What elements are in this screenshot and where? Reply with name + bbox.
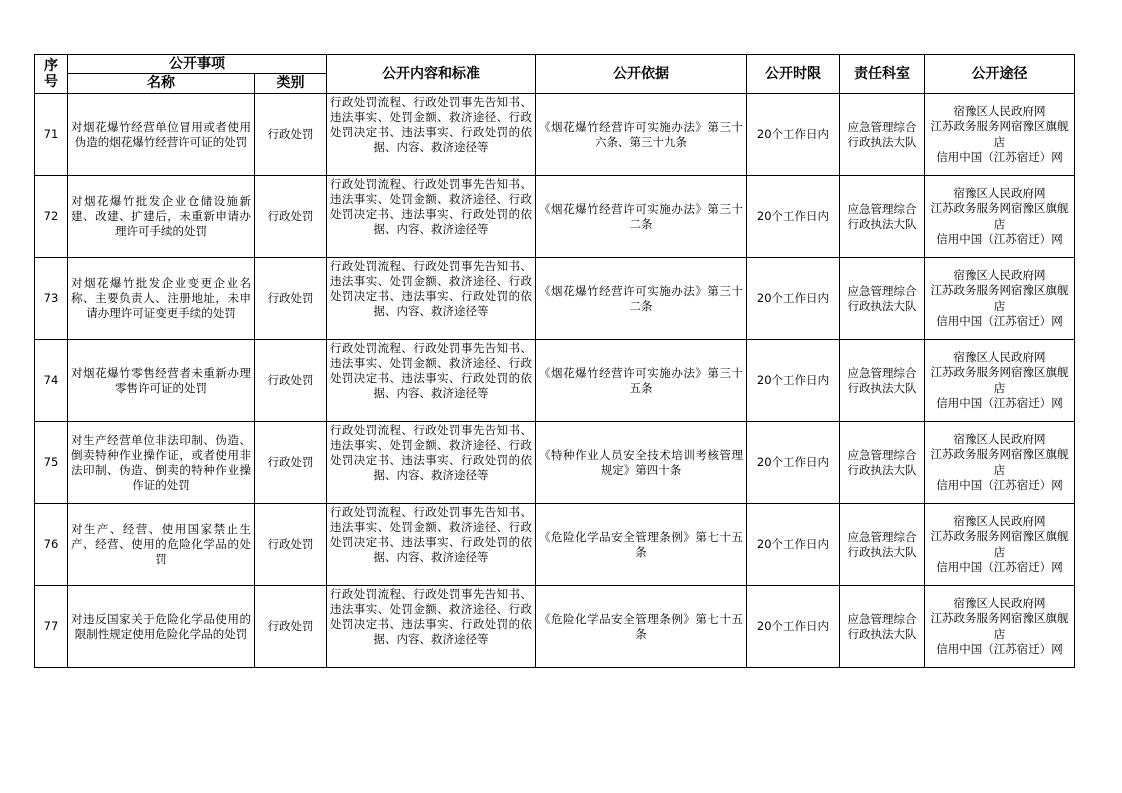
item-category: 行政处罚: [267, 127, 314, 141]
cell-dept: [840, 422, 925, 504]
channel-item: 宿豫区人民政府网: [953, 103, 1046, 118]
cell-name: [68, 340, 255, 422]
cell-time-limit: [747, 422, 840, 504]
header-seq-line2: 号: [44, 74, 58, 90]
cell-basis: [536, 340, 747, 422]
cell-basis: [536, 422, 747, 504]
item-time-limit: 20个工作日内: [756, 373, 830, 387]
cell-name: [68, 176, 255, 258]
channel-item: 信用中国（江苏宿迁）网: [936, 396, 1063, 410]
item-time-limit: 20个工作日内: [756, 209, 830, 223]
item-content: 行政处罚流程、行政处罚事先告知书、违法事实、处罚金额、救济途径、行政处罚决定书、违法事实、行政处罚的依据、内容、救济途径等: [330, 258, 532, 318]
channel-item: 宿豫区人民政府网: [953, 595, 1046, 610]
cell-dept: [840, 176, 925, 258]
header-channel: 公开途径: [925, 55, 1075, 94]
cell-seq: [35, 586, 68, 668]
channel-list: [928, 186, 1071, 248]
item-basis: 《烟花爆竹经营许可实施办法》第三十二条: [539, 283, 743, 313]
seq-text: 74: [43, 373, 59, 387]
item-name: 对烟花爆竹批发企业变更企业名称、主要负责人、注册地址，未申请办理许可证变更手续的处罚: [71, 276, 251, 320]
cell-channel: [925, 504, 1075, 586]
channel-item: 信用中国（江苏宿迁）网: [936, 232, 1063, 246]
cell-category: [255, 340, 327, 422]
cell-time-limit: [747, 176, 840, 258]
channel-item: 信用中国（江苏宿迁）网: [936, 314, 1063, 328]
item-category: 行政处罚: [267, 619, 314, 633]
item-dept: 应急管理综合行政执法大队: [847, 119, 917, 149]
seq-text: 76: [43, 537, 59, 551]
item-category: 行政处罚: [267, 209, 314, 223]
cell-content: [327, 258, 536, 340]
table-row: [35, 586, 1075, 668]
item-name: 对烟花爆竹经营单位冒用或者使用伪造的烟花爆竹经营许可证的处罚: [71, 119, 251, 149]
cell-content: [327, 176, 536, 258]
cell-category: [255, 258, 327, 340]
item-dept: 应急管理综合行政执法大队: [847, 201, 917, 231]
channel-item: 江苏政务服务网宿豫区旗舰店: [930, 447, 1069, 477]
cell-seq: [35, 504, 68, 586]
seq-text: 73: [43, 291, 59, 305]
channel-item: 信用中国（江苏宿迁）网: [936, 150, 1063, 164]
item-category: 行政处罚: [267, 455, 314, 469]
cell-dept: [840, 258, 925, 340]
cell-name: [68, 586, 255, 668]
channel-item: 江苏政务服务网宿豫区旗舰店: [930, 529, 1069, 559]
table-row: [35, 422, 1075, 504]
channel-item: 宿豫区人民政府网: [953, 431, 1046, 446]
item-name: 对生产经营单位非法印制、伪造、倒卖特种作业操作证，或者使用非法印制、伪造、倒卖的特种作业操作证的处罚: [71, 432, 251, 492]
cell-channel: [925, 340, 1075, 422]
seq-text: 72: [43, 209, 59, 223]
table-body: [35, 94, 1075, 668]
cell-content: [327, 586, 536, 668]
channel-list: [928, 350, 1071, 412]
channel-item: 信用中国（江苏宿迁）网: [936, 478, 1063, 492]
cell-dept: [840, 504, 925, 586]
header-dept: 责任科室: [840, 55, 925, 94]
cell-time-limit: [747, 586, 840, 668]
item-basis: 《烟花爆竹经营许可实施办法》第三十五条: [539, 365, 743, 395]
item-time-limit: 20个工作日内: [756, 455, 830, 469]
cell-time-limit: [747, 504, 840, 586]
channel-list: [928, 432, 1071, 494]
channel-item: 江苏政务服务网宿豫区旗舰店: [930, 119, 1069, 149]
channel-item: 宿豫区人民政府网: [953, 185, 1046, 200]
channel-item: 宿豫区人民政府网: [953, 349, 1046, 364]
channel-list: [928, 514, 1071, 576]
item-time-limit: 20个工作日内: [756, 537, 830, 551]
cell-seq: [35, 340, 68, 422]
channel-list: [928, 596, 1071, 658]
channel-item: 宿豫区人民政府网: [953, 267, 1046, 282]
header-time-limit: 公开时限: [747, 55, 840, 94]
item-content: 行政处罚流程、行政处罚事先告知书、违法事实、处罚金额、救济途径、行政处罚决定书、违法事实、行政处罚的依据、内容、救济途径等: [330, 586, 532, 646]
table-row: [35, 258, 1075, 340]
item-basis: 《烟花爆竹经营许可实施办法》第三十六条、第三十九条: [539, 119, 743, 149]
cell-seq: [35, 176, 68, 258]
cell-dept: [840, 94, 925, 176]
header-category: 类别: [255, 74, 327, 94]
cell-basis: [536, 586, 747, 668]
item-basis: 《危险化学品安全管理条例》第七十五条: [539, 529, 743, 559]
cell-content: [327, 340, 536, 422]
cell-dept: [840, 586, 925, 668]
item-content: 行政处罚流程、行政处罚事先告知书、违法事实、处罚金额、救济途径、行政处罚决定书、违法事实、行政处罚的依据、内容、救济途径等: [330, 94, 532, 154]
item-time-limit: 20个工作日内: [756, 291, 830, 305]
channel-item: 宿豫区人民政府网: [953, 513, 1046, 528]
header-content-standard: 公开内容和标准: [327, 55, 536, 94]
disclosure-table: [34, 54, 1075, 668]
item-content: 行政处罚流程、行政处罚事先告知书、违法事实、处罚金额、救济途径、行政处罚决定书、违法事实、行政处罚的依据、内容、救济途径等: [330, 176, 532, 236]
channel-item: 江苏政务服务网宿豫区旗舰店: [930, 283, 1069, 313]
item-basis: 《危险化学品安全管理条例》第七十五条: [539, 611, 743, 641]
item-content: 行政处罚流程、行政处罚事先告知书、违法事实、处罚金额、救济途径、行政处罚决定书、违法事实、行政处罚的依据、内容、救济途径等: [330, 504, 532, 564]
channel-item: 江苏政务服务网宿豫区旗舰店: [930, 365, 1069, 395]
cell-name: [68, 422, 255, 504]
channel-item: 江苏政务服务网宿豫区旗舰店: [930, 611, 1069, 641]
table-header: [35, 55, 1075, 94]
cell-basis: [536, 176, 747, 258]
cell-time-limit: [747, 340, 840, 422]
item-basis: 《烟花爆竹经营许可实施办法》第三十二条: [539, 201, 743, 231]
channel-item: 信用中国（江苏宿迁）网: [936, 642, 1063, 656]
header-seq: [35, 55, 68, 94]
channel-item: 信用中国（江苏宿迁）网: [936, 560, 1063, 574]
item-time-limit: 20个工作日内: [756, 127, 830, 141]
cell-channel: [925, 422, 1075, 504]
cell-name: [68, 94, 255, 176]
item-basis: 《特种作业人员安全技术培训考核管理规定》第四十条: [539, 447, 743, 477]
item-name: 对烟花爆竹零售经营者未重新办理零售许可证的处罚: [71, 365, 251, 395]
cell-channel: [925, 94, 1075, 176]
item-dept: 应急管理综合行政执法大队: [847, 447, 917, 477]
item-category: 行政处罚: [267, 537, 314, 551]
cell-name: [68, 258, 255, 340]
cell-seq: [35, 422, 68, 504]
cell-name: [68, 504, 255, 586]
cell-seq: [35, 258, 68, 340]
item-content: 行政处罚流程、行政处罚事先告知书、违法事实、处罚金额、救济途径、行政处罚决定书、违法事实、行政处罚的依据、内容、救济途径等: [330, 422, 532, 482]
item-content: 行政处罚流程、行政处罚事先告知书、违法事实、处罚金额、救济途径、行政处罚决定书、违法事实、行政处罚的依据、内容、救济途径等: [330, 340, 532, 400]
cell-channel: [925, 176, 1075, 258]
header-name: 名称: [68, 74, 255, 94]
cell-content: [327, 94, 536, 176]
seq-text: 75: [43, 455, 59, 469]
cell-category: [255, 422, 327, 504]
cell-basis: [536, 504, 747, 586]
item-dept: 应急管理综合行政执法大队: [847, 365, 917, 395]
item-category: 行政处罚: [267, 291, 314, 305]
header-seq-line1: 序: [44, 58, 58, 74]
cell-basis: [536, 94, 747, 176]
channel-item: 江苏政务服务网宿豫区旗舰店: [930, 201, 1069, 231]
seq-text: 77: [43, 619, 59, 633]
cell-channel: [925, 586, 1075, 668]
seq-text: 71: [43, 127, 59, 141]
item-time-limit: 20个工作日内: [756, 619, 830, 633]
item-name: 对生产、经营、使用国家禁止生产、经营、使用的危险化学品的处罚: [71, 522, 251, 566]
table-row: [35, 340, 1075, 422]
cell-category: [255, 176, 327, 258]
table-row: [35, 94, 1075, 176]
table-row: [35, 504, 1075, 586]
cell-channel: [925, 258, 1075, 340]
cell-category: [255, 94, 327, 176]
cell-basis: [536, 258, 747, 340]
cell-time-limit: [747, 94, 840, 176]
item-dept: 应急管理综合行政执法大队: [847, 611, 917, 641]
item-name: 对烟花爆竹批发企业仓储设施新建、改建、扩建后，未重新申请办理许可手续的处罚: [71, 194, 251, 238]
cell-content: [327, 422, 536, 504]
cell-dept: [840, 340, 925, 422]
cell-category: [255, 504, 327, 586]
item-dept: 应急管理综合行政执法大队: [847, 283, 917, 313]
cell-time-limit: [747, 258, 840, 340]
item-category: 行政处罚: [267, 373, 314, 387]
cell-category: [255, 586, 327, 668]
header-public-item: 公开事项: [68, 55, 327, 74]
cell-content: [327, 504, 536, 586]
item-name: 对违反国家关于危险化学品使用的限制性规定使用危险化学品的处罚: [71, 611, 251, 641]
item-dept: 应急管理综合行政执法大队: [847, 529, 917, 559]
header-basis: 公开依据: [536, 55, 747, 94]
cell-seq: [35, 94, 68, 176]
channel-list: [928, 104, 1071, 166]
table-row: [35, 176, 1075, 258]
channel-list: [928, 268, 1071, 330]
